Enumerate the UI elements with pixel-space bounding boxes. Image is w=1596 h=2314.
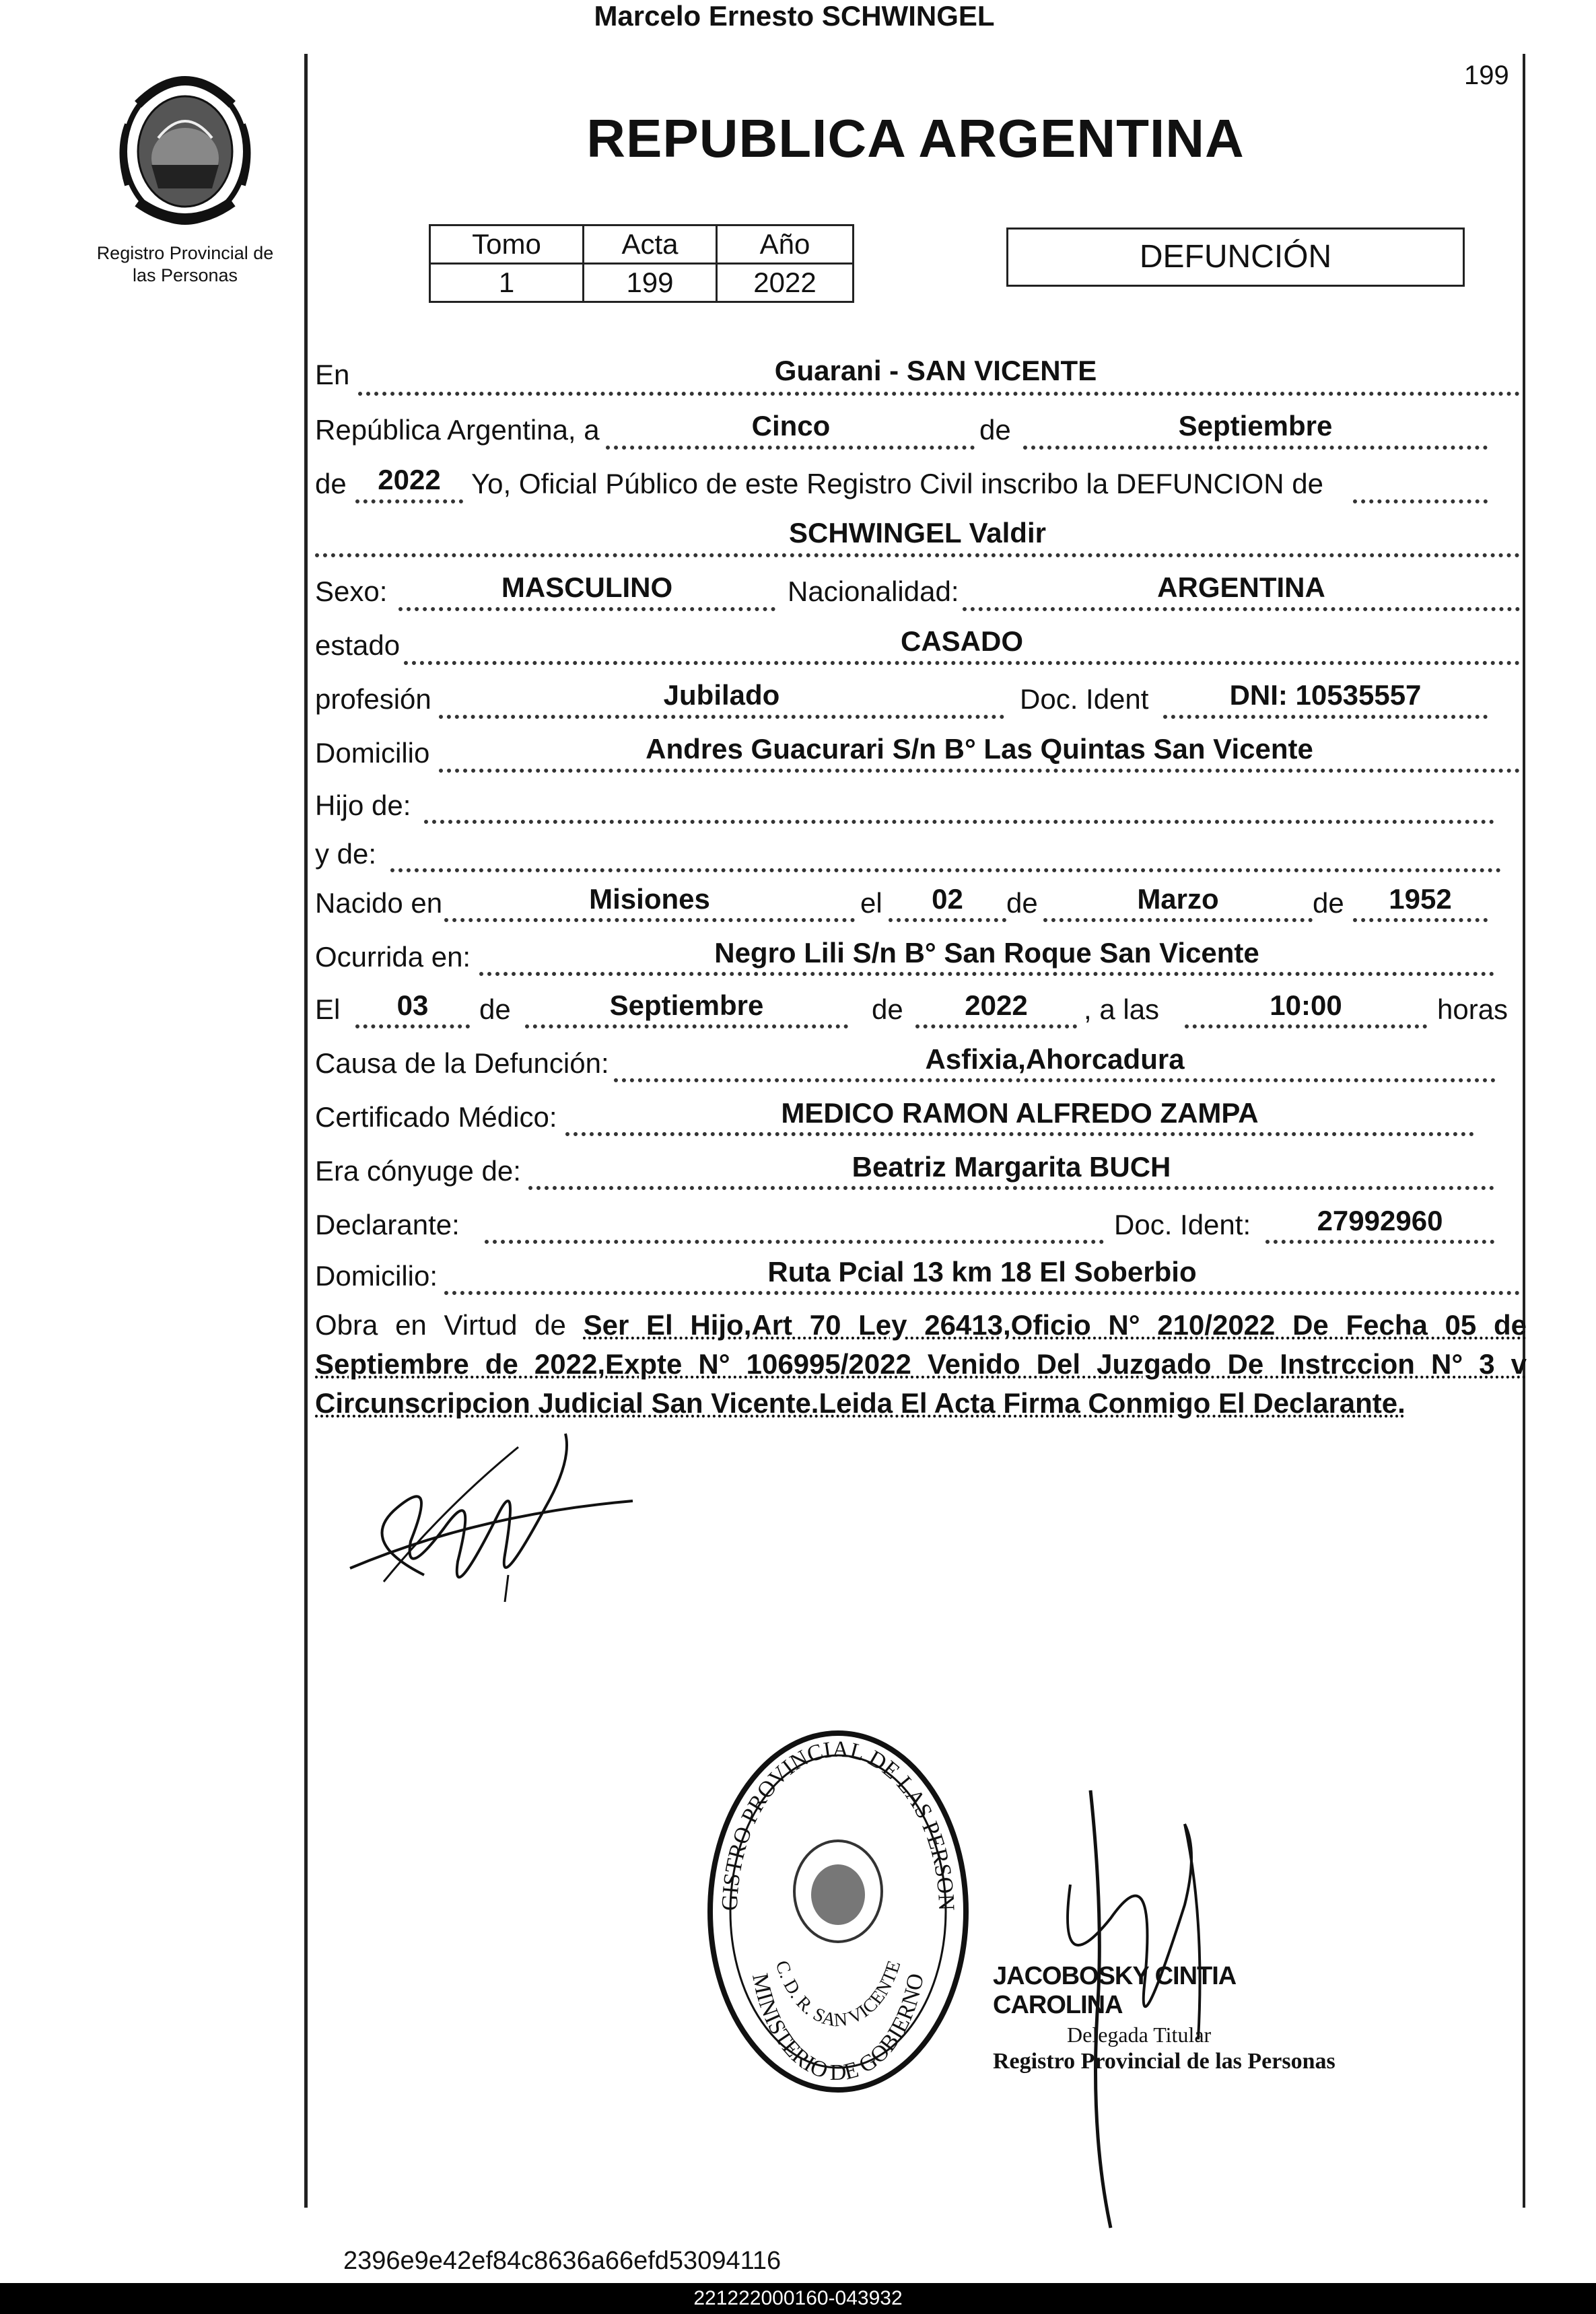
estado-label: estado [315,629,401,661]
officer-name: JACOBOSKY CINTIA CAROLINA [993,1962,1235,2019]
death-time-dotted-line [1185,1024,1427,1028]
obra-label: Obra en Virtud de [315,1309,566,1341]
svg-text:C. D. R. SAN VICENTE [771,1958,905,2031]
y-de-dotted-line [390,868,1501,872]
profesion-value: Jubilado [663,679,780,711]
act-table [429,224,854,303]
certificado-dotted-line [565,1132,1474,1136]
birth-day: 02 [932,883,963,915]
footer-code: 221222000160-043932 [693,2287,903,2309]
month-value: Septiembre [1178,410,1333,442]
obra-text: Ser El Hijo,Art 70 Ley 26413,Oficio N° 210/2022 De Fecha 05 de Septiembre de 2022,Expte N° 106995/2022 Venido Del Juzgado De Instrccion N° 3 v Circunscripcion Judicial San Vicente.Leida El Acta Firma Conmigo El Declarante. [315,1309,1527,1419]
doc-ident-dotted-line [1163,715,1488,719]
declarante-value: Marcelo Ernesto SCHWINGEL [594,0,995,32]
nacido-en-label: Nacido en [315,887,443,919]
causa-dotted-line [614,1078,1496,1082]
inscription-dotted-line [1353,499,1488,503]
document-hash: 2396e9e42ef84c8636a66efd53094116 [343,2247,782,2275]
el-label: el [860,887,882,919]
officer-role: Delegada Titular [1067,2023,1212,2047]
stamp-bottom-text: MINISTERIO DE GOBIERNO [747,1971,929,2085]
conyuge-dotted-line [528,1186,1494,1190]
nacido-en-value: Misiones [589,883,710,915]
decl-doc-label: Doc. Ident: [1114,1209,1251,1240]
death-month: Septiembre [609,989,764,1021]
conyuge-value: Beatriz Margarita BUCH [852,1151,1171,1183]
province-logo [111,64,259,232]
year-prefix-label: de [315,468,347,499]
tomo-value: 1 [430,264,584,302]
de-label-3: de [1313,887,1344,919]
acta-value: 199 [584,264,717,302]
year-dotted-line [355,499,463,503]
declarante-label: Declarante: [315,1209,460,1240]
stamp-outer-text: GISTRO PROVINCIAL DE LAS PERSON [717,1737,959,1912]
decl-domicilio-label: Domicilio: [315,1260,438,1292]
decl-domicilio-value: Ruta Pcial 13 km 18 El Soberbio [767,1256,1197,1288]
death-day-dotted-line [355,1024,470,1028]
death-year-dotted-line [915,1024,1077,1028]
decl-doc-value: 27992960 [1317,1205,1443,1236]
en-label: En [315,359,350,390]
domicilio-value: Andres Guacurari S/n B° Las Quintas San Vicente [646,733,1313,765]
en-dotted-line [358,392,1520,396]
day-words: Cinco [751,410,831,442]
de-label-4: de [479,993,511,1025]
domicilio-dotted-line [439,769,1520,773]
nacionalidad-label: Nacionalidad: [788,575,959,607]
tomo-header: Tomo [430,225,584,264]
stamp-inner-text: C. D. R. SAN VICENTE [771,1958,905,2031]
conyuge-label: Era cónyuge de: [315,1155,521,1187]
page-number: 199 [1464,61,1509,90]
ocurrida-dotted-line [479,972,1494,976]
registry-caption-line2: las Personas [132,265,238,285]
horas-label: horas [1437,993,1508,1025]
sexo-dotted-line [398,607,775,611]
name-dotted-line [315,553,1520,557]
registry-caption-line1: Registro Provincial de [96,243,274,263]
birth-month: Marzo [1137,883,1219,915]
de-label-1: de [979,414,1011,446]
sexo-value: MASCULINO [501,571,673,603]
causa-label: Causa de la Defunción: [315,1047,609,1079]
certificado-label: Certificado Médico: [315,1101,557,1133]
death-year: 2022 [965,989,1028,1021]
birth-year-dotted-line [1353,918,1488,922]
acta-header: Acta [584,225,717,264]
ocurrida-label: Ocurrida en: [315,941,471,973]
year-value: 2022 [378,464,441,495]
profesion-dotted-line [439,715,1004,719]
hijo-de-label: Hijo de: [315,790,411,821]
officer-office: Registro Provincial de las Personas [993,2049,1335,2074]
estado-dotted-line [404,661,1520,665]
day-dotted-line [606,446,975,450]
footer-code-bar [0,2283,1596,2314]
sexo-label: Sexo: [315,575,388,607]
death-time: 10:00 [1270,989,1342,1021]
official-stamp [697,1723,979,2100]
hijo-de-dotted-line [424,820,1494,824]
birth-day-dotted-line [889,918,1006,922]
left-border-line [304,54,308,2208]
en-value: Guarani - SAN VICENTE [774,355,1097,386]
de-label-5: de [872,993,903,1025]
certificado-value: MEDICO RAMON ALFREDO ZAMPA [781,1097,1259,1129]
birth-month-dotted-line [1043,918,1313,922]
profesion-label: profesión [315,683,431,715]
declarante-dotted-line [485,1240,1104,1244]
estado-value: CASADO [900,625,1023,657]
registry-caption [67,242,303,287]
anio-header: Año [717,225,854,264]
a-las-label: , a las [1084,993,1160,1025]
deceased-name: SCHWINGEL Valdir [789,517,1046,549]
birth-year: 1952 [1389,883,1452,915]
anio-value: 2022 [717,264,854,302]
doc-ident-value: DNI: 10535557 [1229,679,1422,711]
el-death-label: El [315,993,341,1025]
document-title: REPUBLICA ARGENTINA [586,108,1245,168]
death-month-dotted-line [525,1024,848,1028]
declarant-signature [343,1407,660,1622]
ocurrida-value: Negro Lili S/n B° San Roque San Vicente [714,937,1259,969]
decl-domicilio-dotted-line [444,1291,1520,1295]
decl-doc-dotted-line [1265,1240,1494,1244]
domicilio-label: Domicilio [315,737,430,769]
right-border-line [1523,54,1525,2208]
officer-block [993,1962,1343,2074]
death-day: 03 [396,989,429,1021]
nacionalidad-dotted-line [963,607,1520,611]
republica-label: República Argentina, a [315,414,600,446]
doc-ident-label: Doc. Ident [1020,683,1149,715]
causa-value: Asfixia,Ahorcadura [925,1043,1185,1075]
nacido-en-dotted-line [444,918,855,922]
inscription-text: Yo, Oficial Público de este Registro Civil inscribo la DEFUNCION de [471,468,1323,499]
act-type-box: DEFUNCIÓN [1006,227,1465,287]
y-de-label: y de: [315,838,377,870]
nacionalidad-value: ARGENTINA [1157,571,1325,603]
obra-en-virtud-paragraph [315,1306,1527,1423]
month-dotted-line [1023,446,1488,450]
de-label-2: de [1006,887,1038,919]
